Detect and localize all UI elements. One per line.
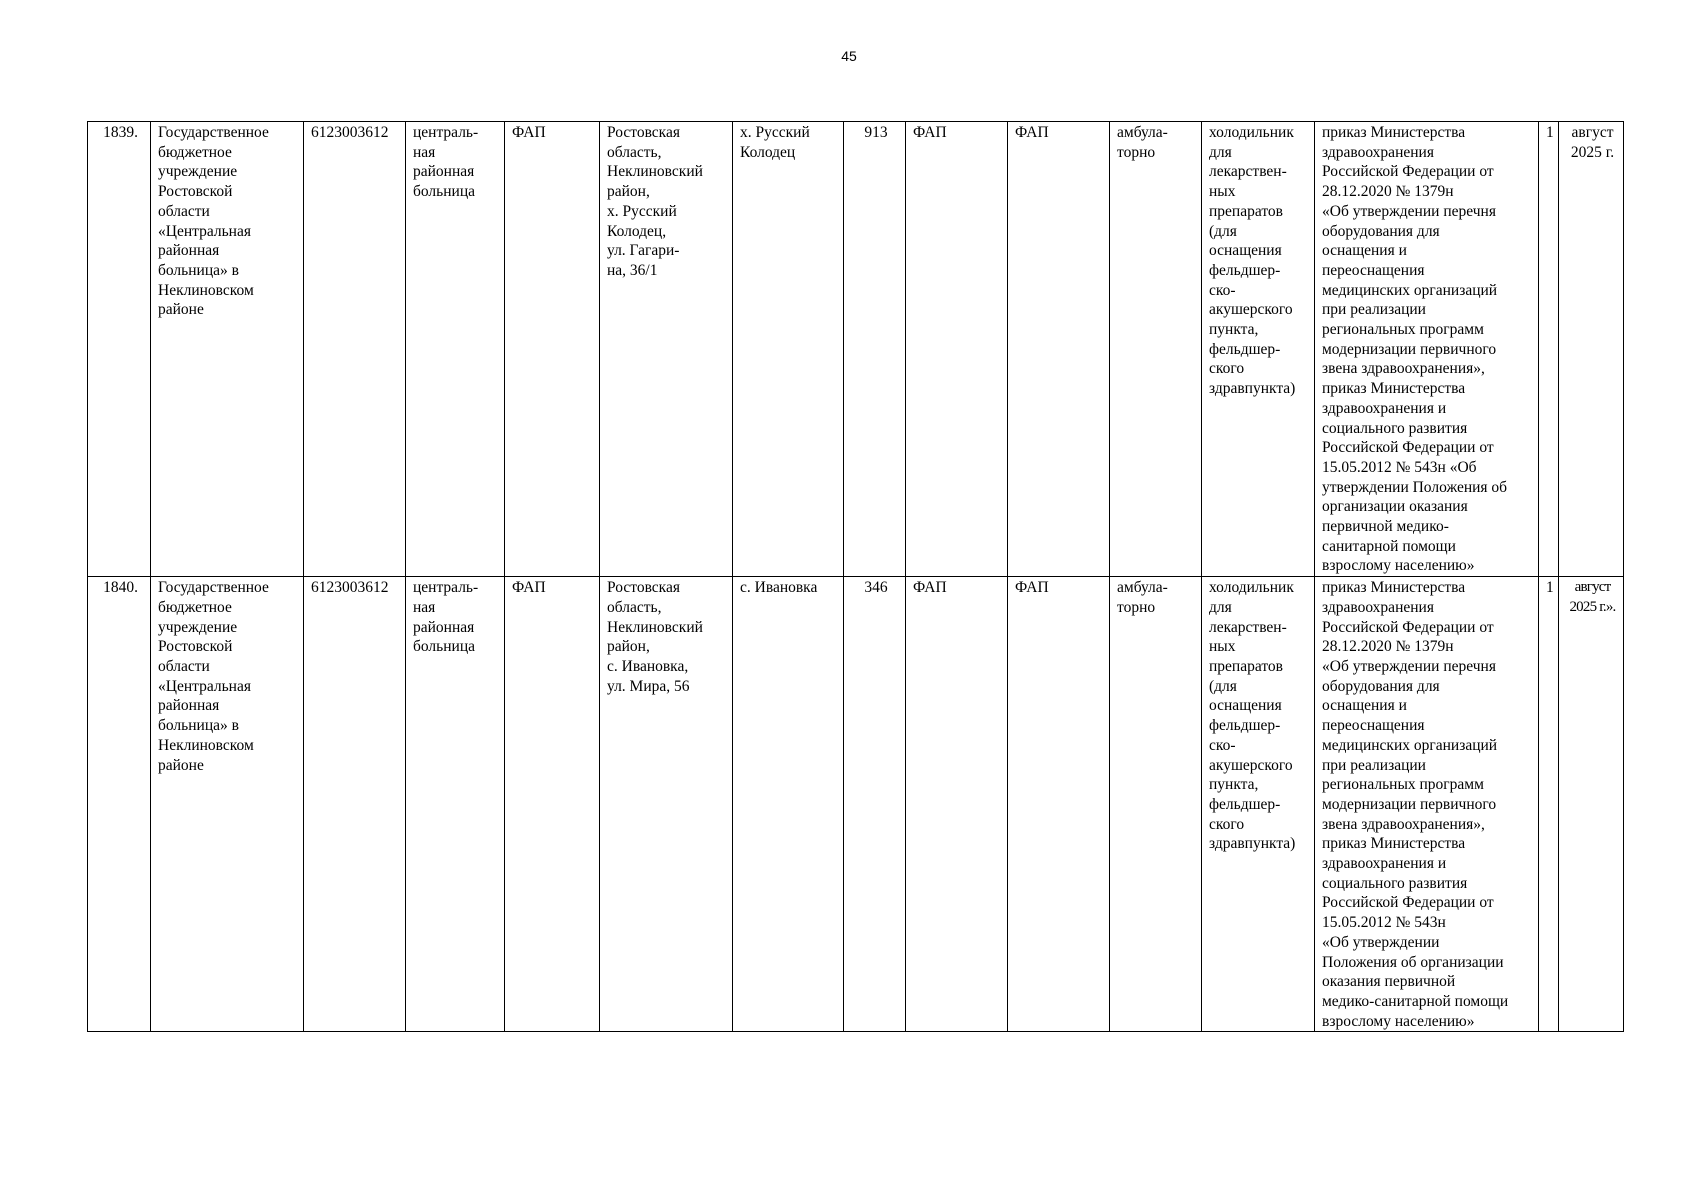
unit-category-actual: ФАП xyxy=(1008,122,1110,577)
organization-type: централь- ная районная больница xyxy=(406,122,505,577)
table-row xyxy=(88,577,1624,1032)
care-form: амбула- торно xyxy=(1110,577,1202,1032)
unit-category: ФАП xyxy=(906,122,1008,577)
organization-inn: 6123003612 xyxy=(304,577,406,1032)
row-number: 1839. xyxy=(88,122,151,577)
organization-name: Государственное бюджетное учреждение Ростовской области «Центральная районная больница» в Неклиновском районе xyxy=(151,122,304,577)
equipment-quantity: 1 xyxy=(1539,122,1559,577)
row-number: 1840. xyxy=(88,577,151,1032)
locality: х. Русский Колодец xyxy=(733,122,844,577)
unit-category: ФАП xyxy=(906,577,1008,1032)
organization-type: централь- ная районная больница xyxy=(406,577,505,1032)
population: 913 xyxy=(844,122,906,577)
organization-inn: 6123003612 xyxy=(304,122,406,577)
unit-address: Ростовская область, Неклиновский район, х. Русский Колодец, ул. Гагари- на, 36/1 xyxy=(600,122,733,577)
equipment-quantity: 1 xyxy=(1539,577,1559,1032)
equipment-name: холодильник для лекарствен- ных препаратов (для оснащения фельдшер- ско- акушерского пункта, фельдшер- ского здравпункта) xyxy=(1202,577,1315,1032)
unit-type: ФАП xyxy=(505,122,600,577)
care-form: амбула- торно xyxy=(1110,122,1202,577)
page-number: 45 xyxy=(841,48,857,64)
table-row xyxy=(88,122,1624,577)
delivery-date: август 2025 г.». xyxy=(1559,577,1624,1032)
unit-category-actual: ФАП xyxy=(1008,577,1110,1032)
locality: с. Ивановка xyxy=(733,577,844,1032)
delivery-date: август 2025 г. xyxy=(1559,122,1624,577)
regulatory-order: приказ Министерства здравоохранения Российской Федерации от 28.12.2020 № 1379н «Об утверждении перечня оборудования для оснащения и переоснащения медицинских организаций при реализации региональных программ модернизации первичного звена здравоохранения», приказ Министерства здравоохранения и социального развития Российской Федерации от 15.05.2012 № 543н «Об утверждении Положения об организации оказания первичной медико- санитарной помощи взрослому населению» xyxy=(1315,122,1539,577)
regulatory-order: приказ Министерства здравоохранения Российской Федерации от 28.12.2020 № 1379н «Об утверждении перечня оборудования для оснащения и переоснащения медицинских организаций при реализации региональных программ модернизации первичного звена здравоохранения», приказ Министерства здравоохранения и социального развития Российской Федерации от 15.05.2012 № 543н «Об утверждении Положения об организации оказания первичной медико-санитарной помощи взрослому населению» xyxy=(1315,577,1539,1032)
unit-address: Ростовская область, Неклиновский район, с. Ивановка, ул. Мира, 56 xyxy=(600,577,733,1032)
equipment-name: холодильник для лекарствен- ных препаратов (для оснащения фельдшер- ско- акушерского пункта, фельдшер- ского здравпункта) xyxy=(1202,122,1315,577)
unit-type: ФАП xyxy=(505,577,600,1032)
registry-table xyxy=(87,121,1624,1032)
population: 346 xyxy=(844,577,906,1032)
organization-name: Государственное бюджетное учреждение Ростовской области «Центральная районная больница» в Неклиновском районе xyxy=(151,577,304,1032)
